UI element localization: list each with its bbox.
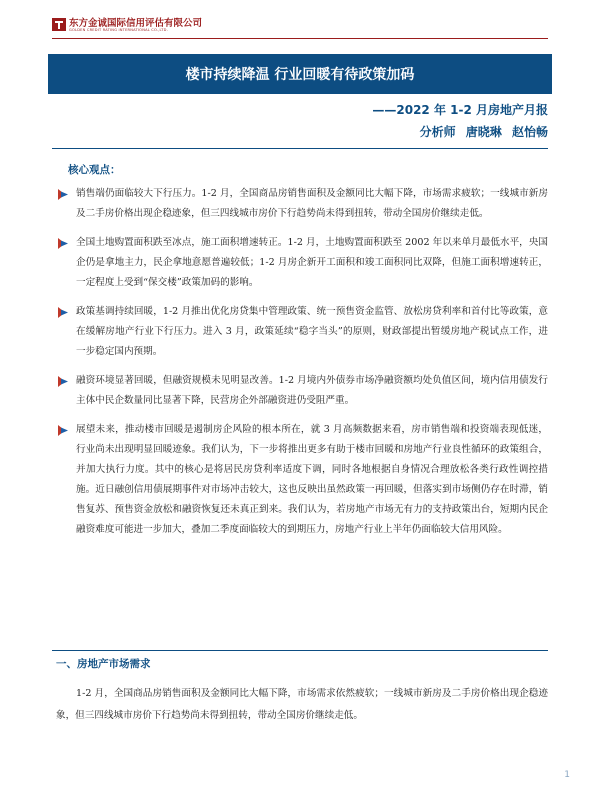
key-points-label: 核心观点： (68, 164, 121, 176)
key-point-item (56, 233, 548, 293)
key-point-text: 政策基调持续回暖，1-2 月推出优化房贷集中管理政策、统一预售资金监管、放松房贷利率和首付比等政策，意在缓解房地产行业下行压力。进入 3 月，政策延续“稳字当头”的原则，财政部提出暂缓房地产税试点工作，进一步稳定国内预期。 (76, 306, 548, 357)
report-title: 楼市持续降温 行业回暖有待政策加码 (185, 67, 415, 83)
key-point-item (56, 184, 548, 224)
company-name-en: GOLDEN CREDIT RATING INTERNATIONAL CO.,LTD. (69, 28, 168, 32)
key-point-item (56, 371, 548, 411)
key-point-item (56, 420, 548, 540)
key-point-text: 展望未来，推动楼市回暖是遏制房企风险的根本所在，就 3 月高频数据来看，房市销售端和投资端表现低迷，行业尚未出现明显回暖迹象。我们认为，下一步将推出更多有助于楼市回暖和房地产行业良性循环的政策组合，并加大执行力度。其中的核心是将居民房贷利率适度下调，同时各地根据自身情况合理放松各类行政性调控措施。近日融创信用债展期事件对市场冲击较大，这也反映出虽然政策一再回暖，但落实到市场侧仍存在时滞，销售复苏、预售资金放松和融资恢复还未真正到来。我们认为，若房地产市场无有力的支持政策出台，短期内民企融资难度可能进一步加大，叠加二季度面临较大的到期压力，房地产行业上半年仍面临较大信用风险。 (76, 424, 548, 535)
key-points-list (56, 184, 548, 540)
analysts-line (414, 123, 548, 140)
analyst-label: 分析师 (419, 125, 456, 139)
section-divider (52, 650, 548, 651)
report-period: ——2022 年 1-2 月房地产月报 (372, 103, 548, 117)
company-logo-icon (52, 18, 66, 31)
page-number: 1 (564, 770, 570, 780)
diamond-bullet-icon (56, 307, 68, 318)
section-heading: 一、房地产市场需求 (56, 658, 151, 670)
analyst-name: 赵怡畅 (511, 125, 548, 139)
title-banner (48, 54, 552, 94)
section-paragraph: 1-2 月，全国商品房销售面积及金额同比大幅下降，市场需求依然疲软；一线城市新房及二手房价格出现企稳迹象，但三四线城市房价下行趋势尚未得到扭转，带动全国房价继续走低。 (56, 688, 548, 721)
diamond-bullet-icon (56, 376, 68, 387)
company-name-cn: 东方金诚国际信用评估有限公司 (69, 18, 203, 29)
key-point-text: 融资环境显著回暖，但融资规模未见明显改善。1-2 月境内外债券市场净融资额均处负值区间，境内信用债发行主体中民企数量同比显著下降，民营房企外部融资进仍受阻严重。 (76, 375, 548, 406)
header-divider (52, 38, 548, 39)
key-point-text: 销售端仍面临较大下行压力。1-2 月，全国商品房销售面积及金额同比大幅下降，市场需求疲软；一线城市新房及二手房价格出现企稳迹象，但三四线城市房价下行趋势尚未得到扭转，带动全国房价继续走低。 (76, 188, 548, 219)
title-divider (52, 148, 548, 149)
diamond-bullet-icon (56, 238, 68, 249)
key-point-item (56, 302, 548, 362)
diamond-bullet-icon (56, 189, 68, 200)
analyst-name: 唐晓琳 (465, 125, 502, 139)
key-point-text: 全国土地购置面积跌至冰点，施工面积增速转正。1-2 月，土地购置面积跌至 2002 年以来单月最低水平，央国企仍是拿地主力，民企拿地意愿普遍较低；1-2 月房企新开工面积和竣工面积同比双降，但施工面积增速转正，一定程度上受到“保交楼”政策加码的影响。 (76, 237, 548, 288)
page-header (52, 14, 548, 36)
diamond-bullet-icon (56, 425, 68, 436)
